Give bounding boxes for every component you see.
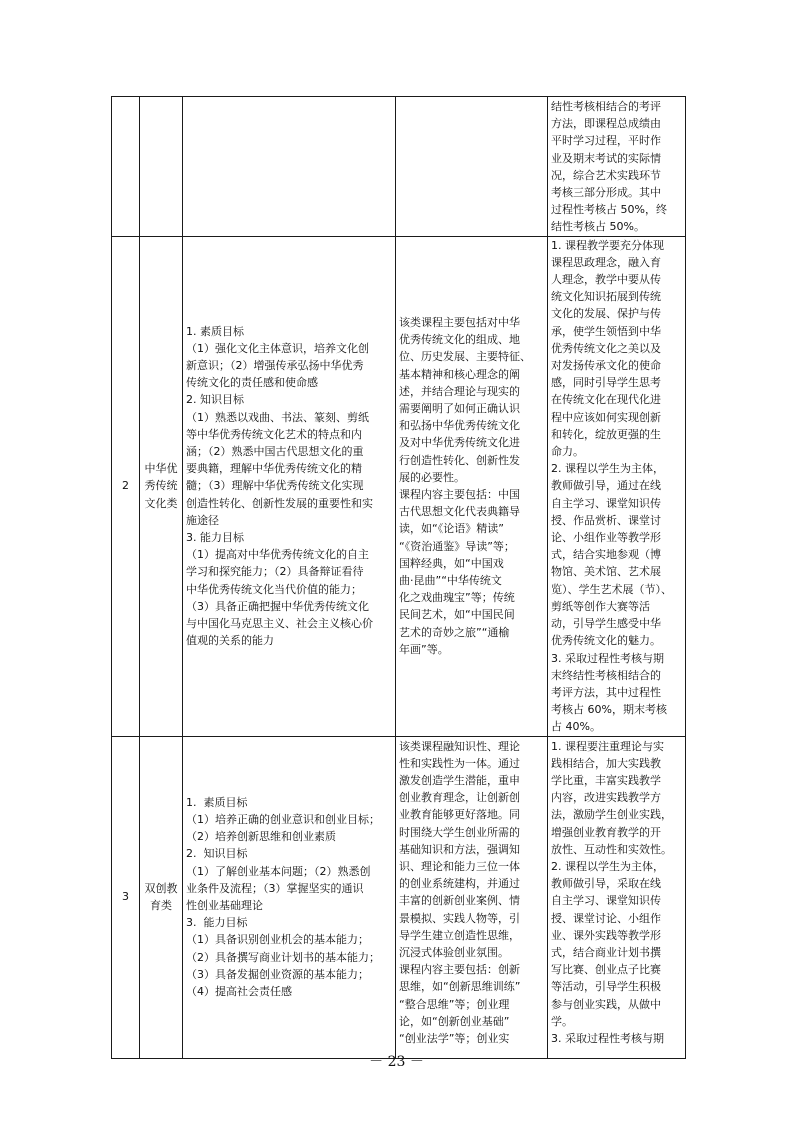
method-line: 2. 课程以学生为主体， [551,859,664,873]
method-line: 占 40%。 [551,720,601,734]
goal-line: 涵；（2）熟悉中国古代思想文化的重 [186,445,364,459]
goal-line: （1）提高对中华优秀传统文化的自主 [186,548,369,562]
table-row [112,736,686,1058]
method-line: 承，使学生领悟到中华 [551,324,661,338]
goal-line: 等中华优秀传统文化艺术的特点和内 [186,427,362,441]
content-line: 曲·昆曲”“中华传统文 [399,574,502,588]
content-line: 需要阐明了如何正确认识 [399,402,520,416]
method-cell [548,97,686,237]
table-row [112,97,686,237]
goal-line: （4）提高社会责任感 [186,985,292,999]
content-line: “创业法学”等；创业实 [399,1031,510,1045]
content-line: 民间艺术，如“中国民间 [399,608,515,622]
method-line: 考核占 60%，期末考核 [551,703,667,717]
method-line: 课程思政理念，融入育 [551,255,661,269]
category-cell [140,736,183,1058]
method-line: 统文化知识拓展到传统 [551,290,661,304]
category-label: 双创教育类 [144,881,178,913]
content-cell [396,97,548,237]
category-label: 中华优秀传统文化类 [144,462,178,510]
method-line: 览）、学生艺术展（节）、 [551,582,672,596]
goal-line: （3）具备正确把握中华优秀传统文化 [186,599,369,613]
content-line: 及对中华优秀传统文化进 [399,436,520,450]
method-line: 增强创业教育教学的开 [551,825,661,839]
goal-line: 学习和探究能力；（2）具备辩证看待 [186,565,364,579]
method-cell [548,236,686,736]
method-line: 人理念，教学中要从传 [551,273,661,287]
goal-line: （3）具备发掘创业资源的基本能力； [186,967,369,981]
goals-cell [183,236,396,736]
method-line: 3. 采取过程性考核与期 [551,1031,664,1045]
method-line: 教师做引导，通过在线 [551,479,661,493]
method-line: 3. 采取过程性考核与期 [551,651,664,665]
method-line: 物馆、美术馆、艺术展 [551,565,661,579]
content-line: 时围绕大学生创业所需的 [399,825,520,839]
method-line: 1. 课程教学要充分体现 [551,238,664,252]
content-cell [396,236,548,736]
page-number: － 23 － [369,1054,424,1070]
goal-line: 2. 知识目标 [186,847,248,861]
method-line: 结性考核相结合的考评 [551,100,661,113]
content-line: 景模拟、实践人物等，引 [399,911,520,925]
row-number-cell [112,97,140,237]
method-line: 对发扬传承文化的使命 [551,359,661,373]
goal-line: （1）培养正确的创业意识和创业目标； [186,813,380,826]
goal-line: 施途径 [186,513,219,527]
method-line: 自主学习、课堂知识传 [551,894,661,908]
content-line: 课程内容主要包括：创新 [399,963,520,977]
content-line: 年画”等。 [399,642,449,656]
method-line: 学比重，丰富实践教学 [551,773,661,787]
goals-cell [183,736,396,1058]
category-cell [140,97,183,237]
method-line: 优秀传统文化的魅力。 [551,634,661,648]
content-line: “《资治通鉴》导读”等； [399,539,515,553]
content-line: 基础知识和方法，强调知 [399,842,520,856]
row-number-cell [112,736,140,1058]
content-line: 创业教育理念，让创新创 [399,791,520,805]
method-line: 方法，即课程总成绩由 [551,117,661,131]
method-line: 考核三部分形成。其中 [551,186,661,200]
content-line: 论，如“创新创业基础” [399,1014,510,1028]
content-line: 优秀传统文化的组成、地 [399,333,520,347]
method-line: 业、课外实践等教学形 [551,928,661,942]
method-line: 平时学习过程，平时作 [551,134,661,148]
method-line: 剪纸等创作大赛等活 [551,599,650,613]
goal-line: 性创业基础理论 [186,899,263,913]
goal-line: （1）强化文化主体意识，培养文化创 [186,341,369,355]
method-line: 过程性考核占 50%，终 [551,203,667,217]
method-line: 授、课堂讨论、小组作 [551,911,661,925]
method-line: 在传统文化在现代化进 [551,393,661,407]
goals-cell [183,97,396,237]
method-line: 末终结性考核相结合的 [551,668,661,682]
goal-line: 业条件及流程；（3）掌握坚实的通识 [186,881,364,895]
content-line: 识、理论和能力三位一体 [399,859,520,873]
content-line: 的创业系统建构，并通过 [399,877,520,891]
method-line: 动，引导学生感受中华 [551,617,661,631]
table-row [112,236,686,736]
content-line: 思维，如“创新思维训练” [399,980,521,994]
content-line: 展的必要性。 [399,470,465,484]
method-line: 感，同时引导学生思考 [551,376,661,390]
method-line: 况，综合艺术实践环节 [551,168,661,182]
method-line: 自主学习、课堂知识传 [551,496,661,510]
content-line: “整合思维”等；创业理 [399,997,510,1011]
method-line: 论、小组作业等教学形 [551,531,661,545]
method-line: 等活动，引导学生积极 [551,980,661,994]
content-line: 和弘扬中华优秀传统文化 [399,419,520,433]
content-line: 性和实践性为一体。通过 [399,756,520,770]
method-line: 式，结合商业计划书撰 [551,945,661,959]
goal-line: 1. 素质目标 [186,324,244,338]
goal-line: （1）熟悉以戏曲、书法、篆刻、剪纸 [186,410,369,424]
content-line: 沉浸式体验创业氛围。 [399,945,509,959]
content-line: 导学生建立创造性思维， [399,928,520,942]
content-line: 述，并结合理论与现实的 [399,384,520,398]
goal-line: （2）培养创新思维和创业素质 [186,830,336,844]
method-line: 命力。 [551,445,584,459]
row-number-cell [112,236,140,736]
content-line: 激发创造学生潜能，重申 [399,773,520,787]
method-line: 参与创业实践，从做中 [551,997,661,1011]
goal-line: 值观的关系的能力 [186,634,274,648]
goal-line: 与中国化马克思主义、社会主义核心价 [186,617,373,631]
method-line: 学。 [551,1014,573,1028]
method-cell [548,736,686,1058]
method-line: 1. 课程要注重理论与实 [551,739,664,753]
goal-line: （1）具备识别创业机会的基本能力； [186,933,369,947]
method-line: 2. 课程以学生为主体， [551,462,664,476]
goal-line: 要典籍，理解中华优秀传统文化的精 [186,462,362,476]
goal-line: 3. 能力目标 [186,916,248,930]
method-line: 和转化，绽放更强的生 [551,427,661,441]
method-line: 内容，改进实践教学方 [551,791,661,805]
method-line: 优秀传统文化之美以及 [551,341,661,355]
curriculum-table [111,96,686,1059]
goal-line: 2. 知识目标 [186,393,244,407]
goal-line: 中华优秀传统文化当代价值的能力； [186,582,362,596]
method-line: 法，激励学生创业实践， [551,808,672,822]
method-line: 放性、互动性和实效性。 [551,842,672,856]
content-line: 行创造性转化、创新性发 [399,453,520,467]
content-line: 基本精神和核心理念的阐 [399,367,520,381]
goal-line: （1）了解创业基本问题；（2）熟悉创 [186,864,371,878]
content-line: 艺术的奇妙之旅”“通榆 [399,625,510,639]
method-line: 践相结合，加大实践教 [551,756,661,770]
content-line: 化之戏曲瑰宝”等；传统 [399,591,515,605]
content-line: 读，如“《论语》精读” [399,522,504,536]
method-line: 教师做引导，采取在线 [551,877,661,891]
content-line: 课程内容主要包括：中国 [399,488,520,502]
content-line: 业教育能够更好落地。同 [399,808,520,822]
row-number: 3 [122,890,129,904]
method-line: 式，结合实地参观（博 [551,548,661,562]
method-line: 考评方法，其中过程性 [551,685,661,699]
goal-line: 髓；（3）理解中华优秀传统文化实现 [186,479,364,493]
method-line: 程中应该如何实现创新 [551,410,661,424]
method-line: 文化的发展、保护与传 [551,307,661,321]
method-line: 结性考核占 50%。 [551,220,645,234]
goal-line: （2）具备撰写商业计划书的基本能力； [186,950,380,964]
goal-line: 传统文化的责任感和使命感 [186,376,318,390]
category-cell [140,236,183,736]
row-number: 2 [122,479,129,493]
method-line: 写比赛、创业点子比赛 [551,963,661,977]
content-line: 古代思想文化代表典籍导 [399,505,520,519]
content-line: 位、历史发展、主要特征、 [399,350,531,364]
goal-line: 新意识；（2）增强传承弘扬中华优秀 [186,359,364,373]
goal-line: 创造性转化、创新性发展的重要性和实 [186,496,373,510]
content-line: 丰富的创新创业案例、情 [399,894,520,908]
goal-line: 3. 能力目标 [186,531,244,545]
content-cell [396,736,548,1058]
method-line: 业及期末考试的实际情 [551,151,661,165]
method-line: 授、作品赏析、课堂讨 [551,513,661,527]
content-line: 该类课程融知识性、理论 [399,739,520,753]
goal-line: 1. 素质目标 [186,795,248,809]
content-line: 该类课程主要包括对中华 [399,316,520,330]
content-line: 国粹经典，如“中国戏 [399,556,504,570]
